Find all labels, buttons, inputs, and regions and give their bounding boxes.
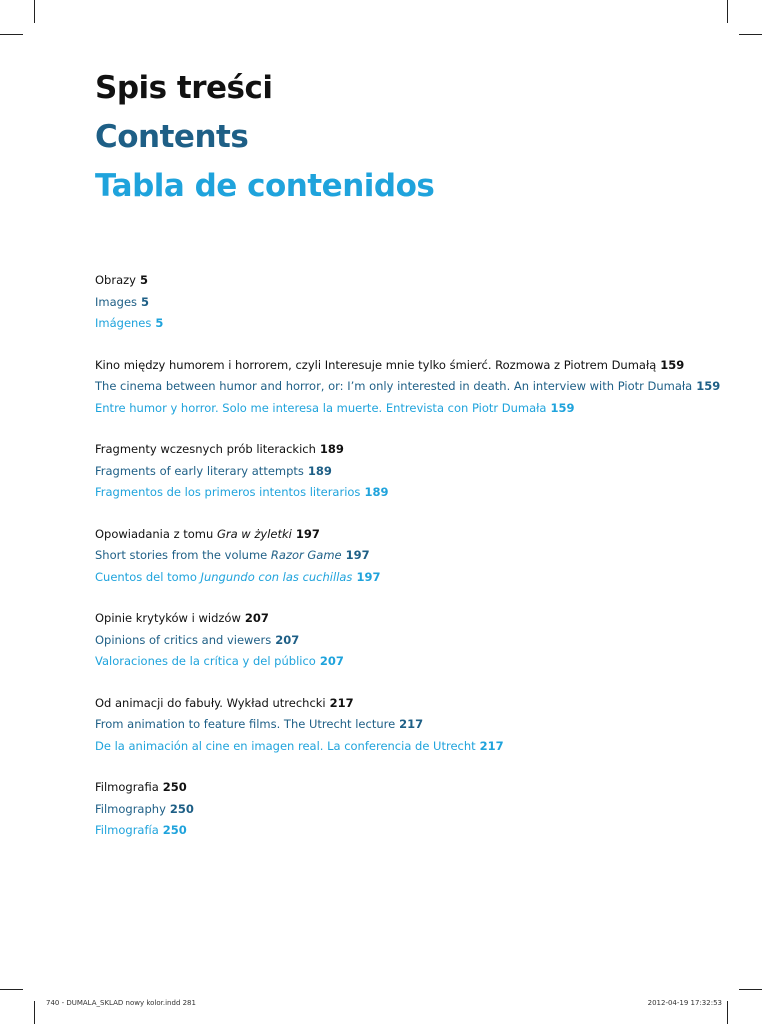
title-polish: Spis treści xyxy=(95,70,273,106)
entry-title: Od animacji do fabuły. Wykład utrechcki xyxy=(95,695,326,710)
entry-page-number: 207 xyxy=(275,632,300,647)
toc-entry-en xyxy=(95,461,735,483)
toc-entry-es xyxy=(95,820,735,842)
toc-entry-es xyxy=(95,313,735,335)
entry-title-italic: Jungundo con las cuchillas xyxy=(200,569,353,584)
title-english: Contents xyxy=(95,119,249,155)
entry-title: Obrazy xyxy=(95,273,136,287)
toc-section xyxy=(95,270,735,335)
entry-title: Filmografía xyxy=(95,823,159,837)
toc-entry-en xyxy=(95,714,735,736)
toc-entry-pl xyxy=(95,270,735,292)
toc-entry-en xyxy=(95,799,735,821)
entry-title: Opinie krytyków i widzów xyxy=(95,611,241,625)
entry-title: Fragmentos de los primeros intentos literarios xyxy=(95,485,361,499)
entry-page-number: 189 xyxy=(364,485,389,499)
entry-page-number: 197 xyxy=(345,548,370,562)
toc-entry-es xyxy=(95,482,735,504)
toc-section xyxy=(95,777,735,842)
entry-title: Opinions of critics and viewers xyxy=(95,632,272,647)
entry-title: Fragmenty wczesnych prób literackich xyxy=(95,442,316,456)
entry-title: The cinema between humor and horror, or: I’m only interested in death. An interview with Piotr Dumała xyxy=(95,379,693,393)
crop-mark-top-left-v xyxy=(34,0,35,23)
toc-entry-en xyxy=(95,545,735,567)
toc-entry-es xyxy=(95,567,735,589)
toc-entry-pl xyxy=(95,524,735,546)
toc-entry-pl xyxy=(95,693,735,715)
entry-page-number: 250 xyxy=(162,823,187,837)
footer-timestamp: 2012-04-19 17:32:53 xyxy=(647,999,722,1007)
entry-title: Imágenes xyxy=(95,316,152,330)
crop-mark-top-right-v xyxy=(727,0,728,23)
entry-page-number: 250 xyxy=(162,780,187,794)
entry-title: Images xyxy=(95,294,138,309)
entry-title-italic: Gra w żyletki xyxy=(216,526,292,541)
entry-title: Filmografia xyxy=(95,780,159,794)
toc-entry-pl xyxy=(95,608,735,630)
toc-entry-es xyxy=(95,651,735,673)
entry-page-number: 159 xyxy=(550,400,575,415)
toc-entry-es xyxy=(95,736,735,758)
entry-title: From animation to feature films. The Utrecht lecture xyxy=(95,717,396,731)
toc-entry-en xyxy=(95,376,735,398)
crop-mark-top-left-h xyxy=(0,34,23,35)
entry-page-number: 5 xyxy=(155,316,164,330)
crop-mark-bottom-left-h xyxy=(0,989,23,990)
entry-title: De la animación al cine en imagen real. La conferencia de Utrecht xyxy=(95,738,476,753)
entry-title: Short stories from the volume xyxy=(95,548,271,562)
entry-title: Kino między humorem i horrorem, czyli Interesuje mnie tylko śmierć. Rozmowa z Piotrem Dumałą xyxy=(95,357,657,372)
entry-page-number: 189 xyxy=(307,463,332,478)
toc-entry-pl xyxy=(95,355,735,377)
entry-title: Cuentos del tomo xyxy=(95,569,201,584)
table-of-contents xyxy=(95,270,735,862)
entry-page-number: 189 xyxy=(319,442,344,456)
entry-page-number: 217 xyxy=(479,738,504,753)
toc-section xyxy=(95,355,735,420)
entry-page-number: 207 xyxy=(244,611,269,625)
toc-entry-pl xyxy=(95,777,735,799)
entry-page-number: 159 xyxy=(660,357,685,372)
entry-page-number: 217 xyxy=(329,695,354,710)
toc-entry-en xyxy=(95,630,735,652)
entry-page-number: 5 xyxy=(141,294,150,309)
footer-file-slug: 740 - DUMALA_SKLAD nowy kolor.indd 281 xyxy=(46,999,196,1007)
toc-section xyxy=(95,608,735,673)
entry-title: Fragments of early literary attempts xyxy=(95,463,304,478)
title-spanish: Tabla de contenidos xyxy=(95,168,435,204)
crop-mark-top-right-h xyxy=(739,34,762,35)
entry-title: Filmography xyxy=(95,801,166,816)
entry-title: Entre humor y horror. Solo me interesa la muerte. Entrevista con Piotr Dumała xyxy=(95,400,547,415)
crop-mark-bottom-right-v xyxy=(727,1001,728,1024)
entry-title: Opowiadania z tomu xyxy=(95,526,217,541)
toc-entry-es xyxy=(95,398,735,420)
entry-page-number: 217 xyxy=(399,717,424,731)
entry-page-number: 207 xyxy=(319,654,344,668)
crop-mark-bottom-left-v xyxy=(34,1001,35,1024)
entry-page-number: 159 xyxy=(696,379,721,393)
entry-page-number: 197 xyxy=(356,569,381,584)
entry-title: Valoraciones de la crítica y del público xyxy=(95,654,316,668)
entry-page-number: 197 xyxy=(295,526,320,541)
toc-section xyxy=(95,693,735,758)
toc-section xyxy=(95,439,735,504)
toc-entry-en xyxy=(95,292,735,314)
entry-page-number: 5 xyxy=(139,273,148,287)
entry-title-italic: Razor Game xyxy=(270,548,342,562)
page-titles xyxy=(95,64,434,211)
toc-entry-pl xyxy=(95,439,735,461)
crop-mark-bottom-right-h xyxy=(739,989,762,990)
entry-page-number: 250 xyxy=(169,801,194,816)
toc-section xyxy=(95,524,735,589)
